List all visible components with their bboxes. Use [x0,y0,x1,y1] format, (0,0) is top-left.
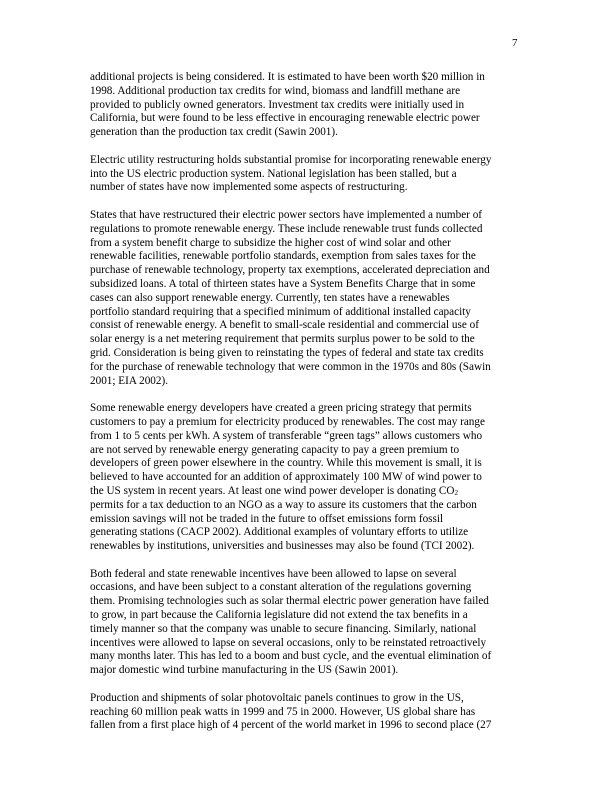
text-line: generation than the production tax credit (Sawin 2001). [90,126,338,139]
paragraph-solar-photovoltaic [90,692,530,733]
body-text [90,71,530,747]
text-line: renewables by institutions, universities and businesses may also be found (TCI 2002). [90,540,475,553]
text-line: timely manner so that the company was unable to secure financing. Similarly, national [90,622,477,635]
text-line: reaching 60 million peak watts in 1999 and 75 in 2000. However, US global share has [90,705,476,718]
text-line: are not served by renewable energy generating capacity to pay a green premium to [90,443,460,456]
paragraph-incentive-lapses [90,568,530,678]
text-line: customers to pay a premium for electricity produced by renewables. The cost may range [90,415,485,428]
text-line: from a system benefit charge to subsidize the higher cost of wind solar and other [90,236,451,249]
text-line: for the purchase of renewable technology that were common in the 1970s and 80s (Sawin [90,360,491,373]
text-segment: the US system in recent years. At least one wind power developer is donating CO [90,484,455,497]
text-line: California, but were found to be less effective in encouraging renewable electric power [90,112,480,125]
paragraph-state-regulations [90,209,530,388]
text-line: portfolio standard requiring that a specified minimum of additional installed capacity [90,305,471,318]
text-line: major domestic wind turbine manufacturing in the US (Sawin 2001). [90,664,399,677]
text-line: Electric utility restructuring holds substantial promise for incorporating renewable energy [90,153,492,166]
text-line: many months later. This has led to a boom and bust cycle, and the eventual elimination of [90,650,492,663]
text-line: additional projects is being considered. It is estimated to have been worth $20 million in [90,71,485,83]
text-line: 1998. Additional production tax credits for wind, biomass and landfill methane are [90,84,461,97]
text-line: States that have restructured their electric power sectors have implemented a number of [90,208,483,221]
text-line: consist of renewable energy. A benefit to small-scale residential and commercial use of [90,319,479,332]
text-line: developers of green power elsewhere in the country. While this movement is small, it is [90,457,482,470]
text-line: generating stations (CACP 2002). Additional examples of voluntary efforts to utilize [90,526,469,539]
co2-subscript: 2 [454,488,458,497]
text-line: them. Promising technologies such as solar thermal electric power generation have failed [90,595,489,608]
text-line: Both federal and state renewable incentives have been allowed to lapse on several [90,567,457,580]
paragraph-green-pricing [90,402,530,554]
text-line: grid. Consideration is being given to reinstating the types of federal and state tax credits [90,346,484,359]
text-line: 2001; EIA 2002). [90,374,168,387]
text-line: emission savings will not be traded in the future to offset emissions form fossil [90,512,444,525]
text-line: solar energy is a net metering requirement that permits surplus power to be sold to the [90,333,475,346]
text-line: occasions, and have been subject to a constant alteration of the regulations governing [90,581,472,594]
text-line: purchase of renewable technology, property tax exemptions, accelerated depreciation and [90,264,490,277]
text-line: from 1 to 5 cents per kWh. A system of transferable “green tags” allows customers who [90,429,483,442]
text-line: renewable facilities, renewable portfolio standards, exemption from sales taxes for the [90,250,476,263]
page-number: 7 [512,37,518,49]
text-line: regulations to promote renewable energy. These include renewable trust funds collected [90,222,483,235]
text-line: subsidized loans. A total of thirteen states have a System Benefits Charge that in some [90,277,476,290]
text-line: believed to have accounted for an addition of approximately 100 MW of wind power to [90,471,482,484]
text-line: number of states have now implemented some aspects of restructuring. [90,181,408,194]
text-line: Some renewable energy developers have created a green pricing strategy that permits [90,402,472,415]
text-line: incentives were allowed to lapse on several occasions, only to be reinstated retroactively [90,636,487,649]
text-line-with-subscript [90,485,530,499]
text-line: into the US electric production system. National legislation has been stalled, but a [90,167,457,180]
text-line: permits for a tax deduction to an NGO as a way to assure its customers that the carbon [90,498,477,511]
text-line: cases can also support renewable energy. Currently, ten states have a renewables [90,291,450,304]
paragraph-restructuring [90,154,530,195]
text-line: Production and shipments of solar photovoltaic panels continues to grow in the US, [90,691,464,704]
paragraph-tax-credits [90,71,530,140]
text-line: to grow, in part because the California legislature did not extend the tax benefits in a [90,609,468,622]
text-line: provided to publicly owned generators. Investment tax credits were initially used in [90,98,465,111]
text-line: fallen from a first place high of 4 percent of the world market in 1996 to second place (27 [90,719,492,732]
